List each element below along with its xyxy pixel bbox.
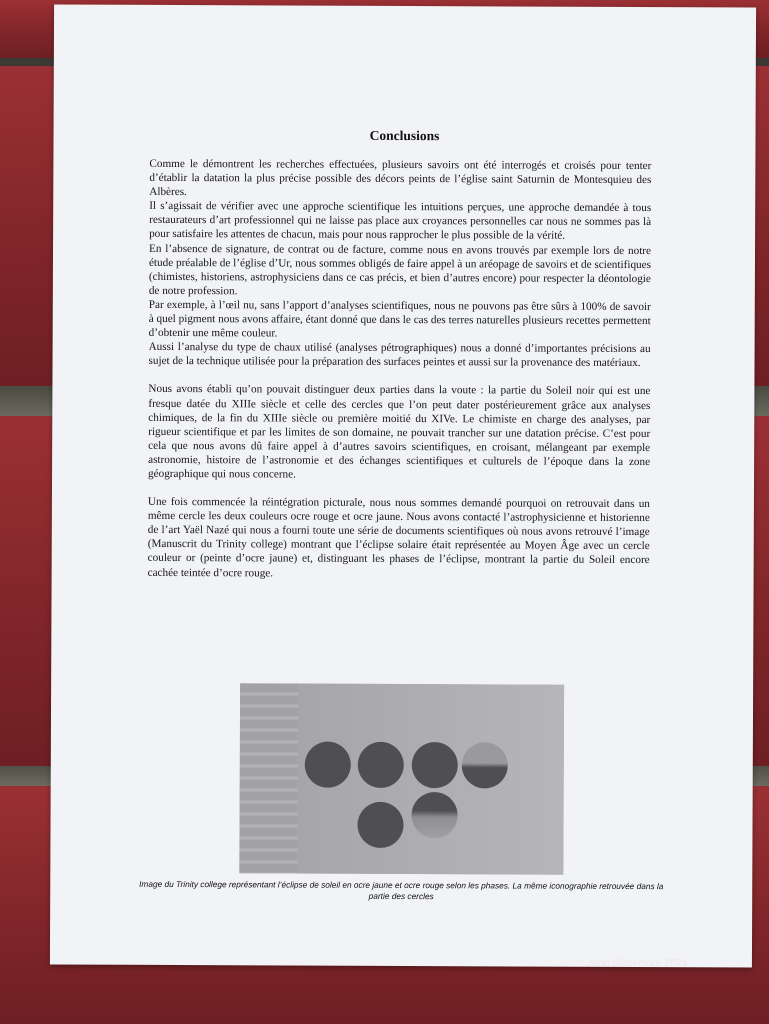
eclipse-disc-partial (411, 792, 457, 838)
eclipse-disc (412, 742, 458, 788)
eclipse-disc (305, 742, 351, 788)
paragraph: Par exemple, à l’œil nu, sans l’apport d’analyses scientifiques, nous ne pouvons pas être sûrs à 100% de savoir à quel pigment nous avons affaire, étant donné que dans le cas des terres naturelles plusieurs recettes permettent d’obtenir une même couleur. (148, 298, 651, 340)
manuscript-text-column (239, 683, 298, 873)
eclipse-disc-partial (462, 742, 508, 788)
paragraph-group-3 (148, 495, 650, 582)
eclipse-disc (358, 742, 404, 788)
paragraph: Il s’agissait de vérifier avec une approche scientifique les intuitions perçues, une approche demandée à tous restaurateurs d’art professionnel qui ne laisse pas place aux croyances personnelles car nous ne sommes pas là pour satisfaire les attentes de chacun, mais pour nous rapprocher le plus possible de la vérité. (149, 200, 652, 243)
paragraph-group-2 (148, 382, 650, 483)
paper-sheet (50, 4, 756, 967)
paragraph: Une fois commencée la réintégration picturale, nous nous sommes demandé pourquoi on retrouvait dans un même cercle les deux couleurs ocre rouge et ocre jaune. Nous avons contacté l’astrophysicienne et historienne de l’art Yaël Nazé qui nous a fourni toute une série de documents scientifiques où nous avons retrouvé l’image (Manuscrit du Trinity college) montrant que l’éclipse solaire était représentée au Moyen Âge avec un cercle couleur or (peinte d’ocre jaune) et, distinguant les phases de l’éclipse, montrant la partie du Soleil encore cachée teintée d’ocre rouge. (147, 495, 650, 579)
paragraph: Aussi l’analyse du type de chaux utilisé (analyses pétrographiques) nous a donné d’importantes précisions au sujet de la technique utilisée pour la préparation des surfaces peintes et aussi sur la provenance des matériaux. (148, 341, 651, 370)
figure-caption: Image du Trinity college représentant l’éclipse de soleil en ocre jaune et ocre rouge selon les phases. La même iconographie retrouvée dans la partie des cercles (139, 878, 664, 902)
paragraph-group-1 (149, 157, 652, 371)
eclipse-disc (357, 802, 403, 848)
paragraph: Comme le démontrent les recherches effectuées, plusieurs savoirs ont été interrogés et croisés pour tenter d’établir la datation la plus précise possible des décors peints de l’église saint Saturnin de Montesquieu des Albères. (149, 157, 652, 199)
body-text (148, 157, 652, 596)
trinity-college-eclipse-figure (239, 683, 564, 874)
page-title: Conclusions (369, 127, 440, 144)
paragraph: En l’absence de signature, de contrat ou de facture, comme nous en avons trouvés par exemple lors de notre étude préalable de l’église d’Ur, nous sommes obligés de faire appel à un aréopage de savoirs et de scientifiques (chimistes, historiens, astrophysiciens dans ce cas précis, et bien d’autres encore) pour respecter la déontologie de notre profession. (148, 242, 652, 298)
paragraph: Nous avons établi qu’on pouvait distinguer deux parties dans la voute : la partie du Soleil noir qui est une fresque datée du XIIIe siècle et celle des cercles que l’on peut dater postérieurement grâce aux analyses chimiques, de la fin du XIIIe siècle ou première moitié du XIVe. Le chimiste en charge des analyses, par rigueur scientifique et par les limites de son domaine, ne pouvait trancher sur une datation précise. C’est pour cela que nous avons dû faire appel à d’autres savoirs scientifiques, en croisant, mélangeant par exemple astronomie, histoire de l’astronomie et des échanges scientifiques et culturels de l’époque dans la zone géographique qui nous concerne. (148, 383, 651, 481)
photo-watermark: John Blackmore 2024 (587, 958, 688, 969)
